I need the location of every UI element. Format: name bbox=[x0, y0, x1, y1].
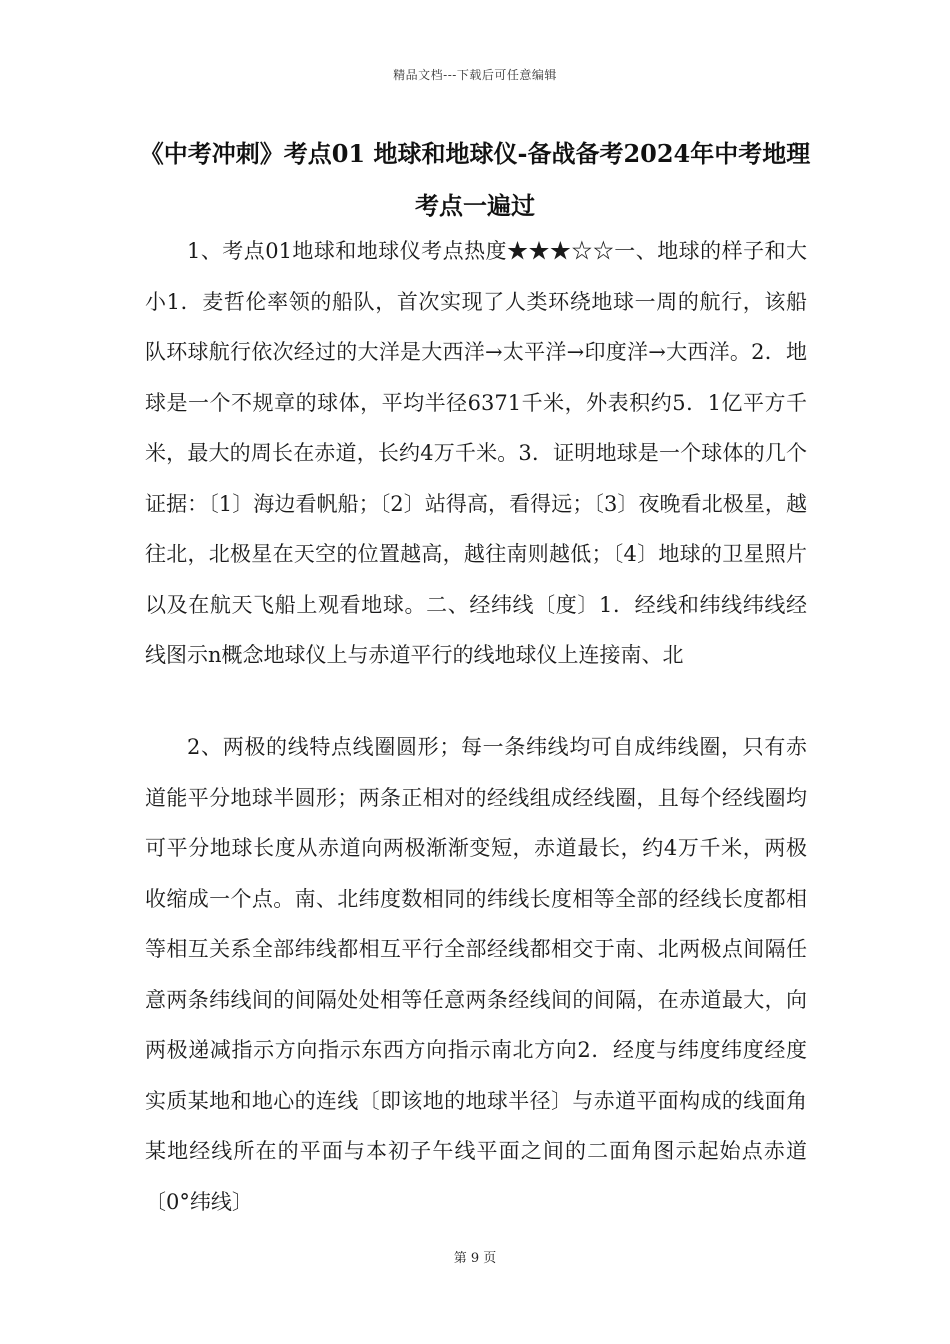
header-note: 精品文档---下载后可任意编辑 bbox=[393, 68, 557, 82]
paragraph-2: 2、两极的线特点线圈圆形；每一条纬线均可自成纬线圈，只有赤道能平分地球半圆形；两条正相对的经线组成经线圈，且每个经线圈均可平分地球长度从赤道向两极渐渐变短，赤道最长，约4万千米，两极收缩成一个点。南、北纬度数相同的纬线长度相等全部的经线长度都相等相互关系全部纬线都相互平行全部经线都相交于南、北两极点间隔任意两条纬线间的间隔处处相等任意两条经线间的间隔，在赤道最大，向两极递减指示方向指示东西方向指示南北方向2．经度与纬度纬度经度实质某地和地心的连线〔即该地的地球半径〕与赤道平面构成的线面角某地经线所在的平面与本初子午线平面之间的二面角图示起始点赤道〔0°纬线〕 bbox=[145, 735, 807, 1214]
document-title: 《中考冲刺》考点01 地球和地球仪-备战备考2024年中考地理考点一遍过 bbox=[139, 139, 811, 220]
paragraph-1: 1、考点01地球和地球仪考点热度★★★☆☆一、地球的样子和大小1．麦哲伦率领的船队，首次实现了人类环绕地球一周的航行，该船队环球航行依次经过的大洋是大西洋→太平洋→印度洋→大西洋。2．地球是一个不规章的球体，平均半径6371千米，外表积约5．1亿平方千米，最大的周长在赤道，长约4万千米。3．证明地球是一个球体的几个证据：〔1〕海边看帆船；〔2〕站得高，看得远；〔3〕夜晚看北极星，越往北，北极星在天空的位置越高，越往南则越低；〔4〕地球的卫星照片以及在航天飞船上观看地球。二、经纬线〔度〕1．经线和纬线纬线经线图示n概念地球仪上与赤道平行的线地球仪上连接南、北 bbox=[145, 239, 807, 667]
page-number: 第 9 页 bbox=[453, 1251, 497, 1266]
